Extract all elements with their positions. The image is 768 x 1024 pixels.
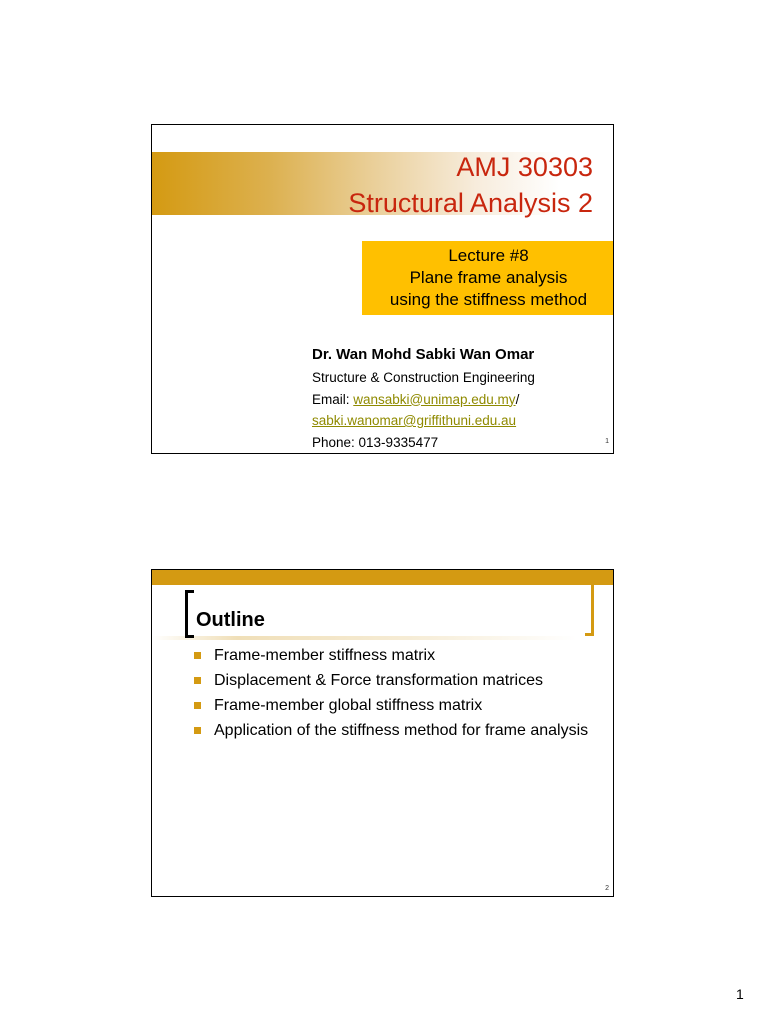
slide-2 bbox=[151, 569, 614, 897]
email-label: Email: bbox=[312, 391, 354, 407]
email-line bbox=[312, 389, 535, 411]
email-separator: / bbox=[515, 391, 520, 407]
square-bullet-icon bbox=[194, 702, 201, 709]
list-item: Displacement & Force transformation matrices bbox=[192, 671, 592, 691]
outline-list bbox=[192, 646, 592, 746]
email-link-2[interactable]: sabki.wanomar@griffithuni.edu.au bbox=[312, 413, 517, 428]
lecture-topic-line1: Plane frame analysis bbox=[409, 268, 568, 287]
outline-title: Outline bbox=[196, 609, 265, 631]
lecture-topic-line2: using the stiffness method bbox=[389, 290, 588, 309]
list-item: Frame-member global stiffness matrix bbox=[192, 696, 592, 716]
author-phone: Phone: 013-9335477 bbox=[312, 434, 439, 450]
page-number: 1 bbox=[736, 986, 744, 1002]
slide-number: 1 bbox=[605, 438, 609, 445]
list-item: Application of the stiffness method for frame analysis bbox=[192, 721, 592, 741]
right-bracket-stem bbox=[591, 584, 594, 636]
course-name-title: Structural Analysis 2 bbox=[348, 188, 593, 218]
email-link-1[interactable]: wansabki@unimap.edu.my bbox=[353, 391, 516, 407]
slide-number: 2 bbox=[605, 885, 609, 892]
author-block bbox=[312, 343, 535, 453]
list-item: Frame-member stiffness matrix bbox=[192, 646, 592, 666]
square-bullet-icon bbox=[194, 677, 201, 684]
lecture-number: Lecture #8 bbox=[448, 246, 529, 265]
title-underline-band bbox=[152, 636, 577, 640]
square-bullet-icon bbox=[194, 652, 201, 659]
left-bracket-decoration bbox=[185, 590, 194, 638]
slide-1 bbox=[151, 124, 614, 454]
square-bullet-icon bbox=[194, 727, 201, 734]
course-code-title: AMJ 30303 bbox=[456, 152, 593, 182]
top-accent-bar bbox=[152, 570, 614, 585]
lecture-box bbox=[362, 241, 614, 315]
author-name: Dr. Wan Mohd Sabki Wan Omar bbox=[312, 346, 535, 363]
author-department: Structure & Construction Engineering bbox=[312, 370, 535, 385]
